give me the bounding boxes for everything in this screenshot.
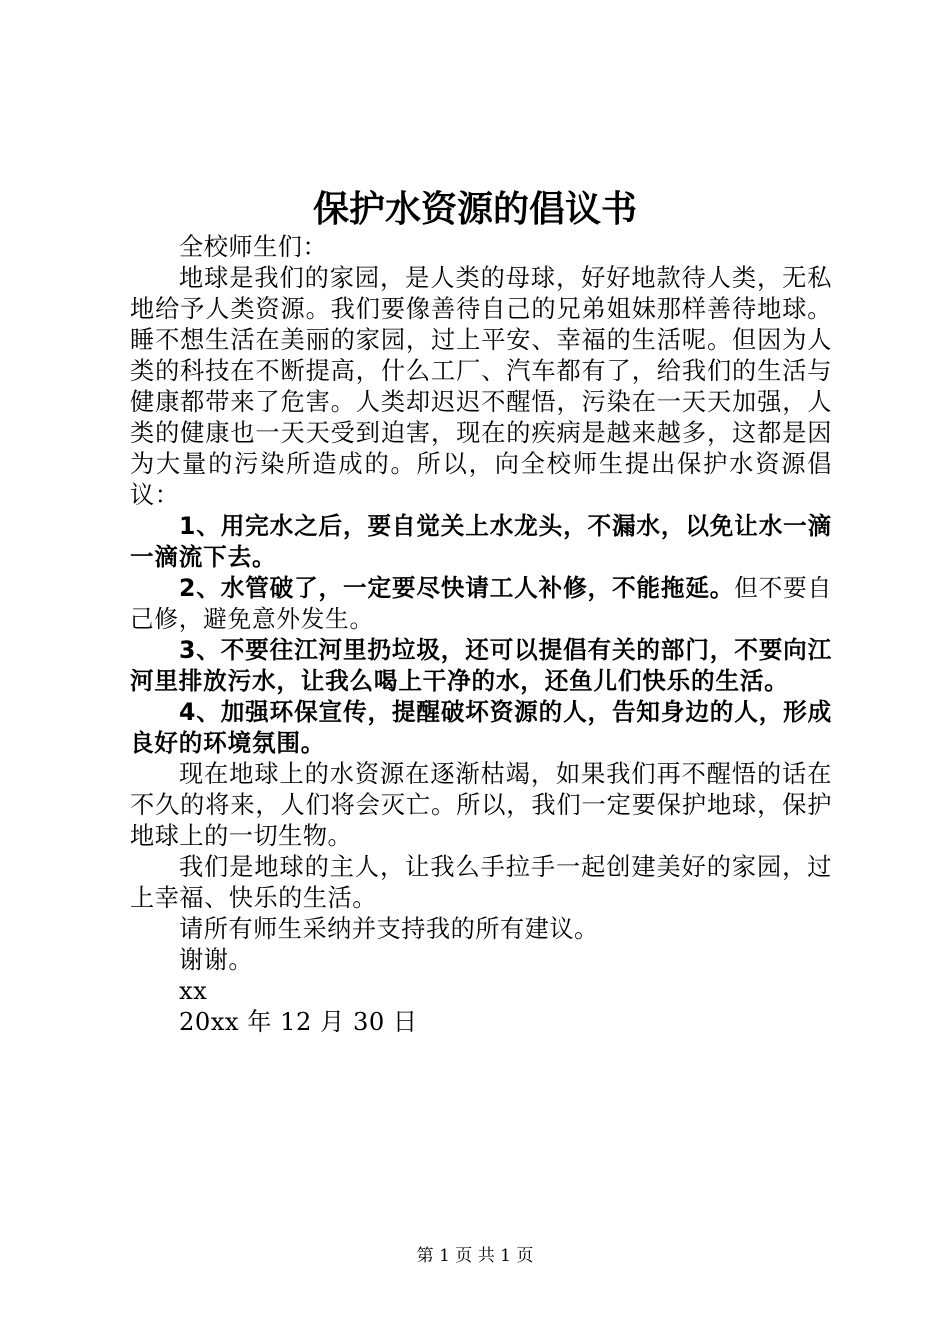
call-paragraph: 我们是地球的主人，让我么手拉手一起创建美好的家园，过上幸福、快乐的生活。: [130, 853, 832, 912]
greeting: 全校师生们：: [179, 233, 328, 261]
intro-paragraph: 地球是我们的家园，是人类的母球，好好地款待人类，无私地给予人类资源。我们要像善待自己的兄弟姐妹那样善待地球。睡不想生活在美丽的家园，过上平安、幸福的生活呢。但因为人类的科技在不断提高，什么工厂、汽车都有了，给我们的生活与健康都带来了危害。人类却迟迟不醒悟，污染在一天天加强，人类的健康也一天天受到迫害，现在的疾病是越来越多，这都是因为大量的污染所造成的。所以，向全校师生提出保护水资源倡议：: [130, 264, 832, 509]
proposal-item-2-text: 2、水管破了，一定要尽快请工人补修，不能拖延。: [179, 574, 735, 602]
date-line: 20xx 年 12 月 30 日: [179, 1008, 418, 1036]
proposal-item-2-note: 但不要自己修，避免意外发生。: [130, 574, 832, 633]
proposal-item-1: [130, 511, 832, 573]
proposal-item-1-text: 1、用完水之后，要自觉关上水龙头，不漏水，以免让水一滴一滴流下去。: [130, 512, 832, 571]
warning-paragraph: 现在地球上的水资源在逐渐枯竭，如果我们再不醒悟的话在不久的将来，人们将会灭亡。所以，我们一定要保护地球，保护地球上的一切生物。: [130, 760, 832, 850]
proposal-item-3: [130, 635, 832, 697]
document-body: [130, 232, 832, 1038]
page-footer: 第 1 页 共 1 页: [416, 1246, 534, 1266]
proposal-item-2: [130, 573, 832, 635]
thanks-line: 谢谢。: [179, 946, 254, 974]
proposal-item-4-text: 4、加强环保宣传，提醒破坏资源的人，告知身边的人，形成良好的环境氛围。: [130, 698, 832, 757]
request-line: 请所有师生采纳并支持我的所有建议。: [179, 915, 599, 943]
proposal-item-3-text: 3、不要往江河里扔垃圾，还可以提倡有关的部门，不要向江河里排放污水，让我么喝上干净的水，还鱼儿们快乐的生活。: [130, 636, 832, 695]
signature: xx: [179, 977, 208, 1005]
proposal-item-4: [130, 697, 832, 759]
document-title: 保护水资源的倡议书: [312, 188, 637, 230]
